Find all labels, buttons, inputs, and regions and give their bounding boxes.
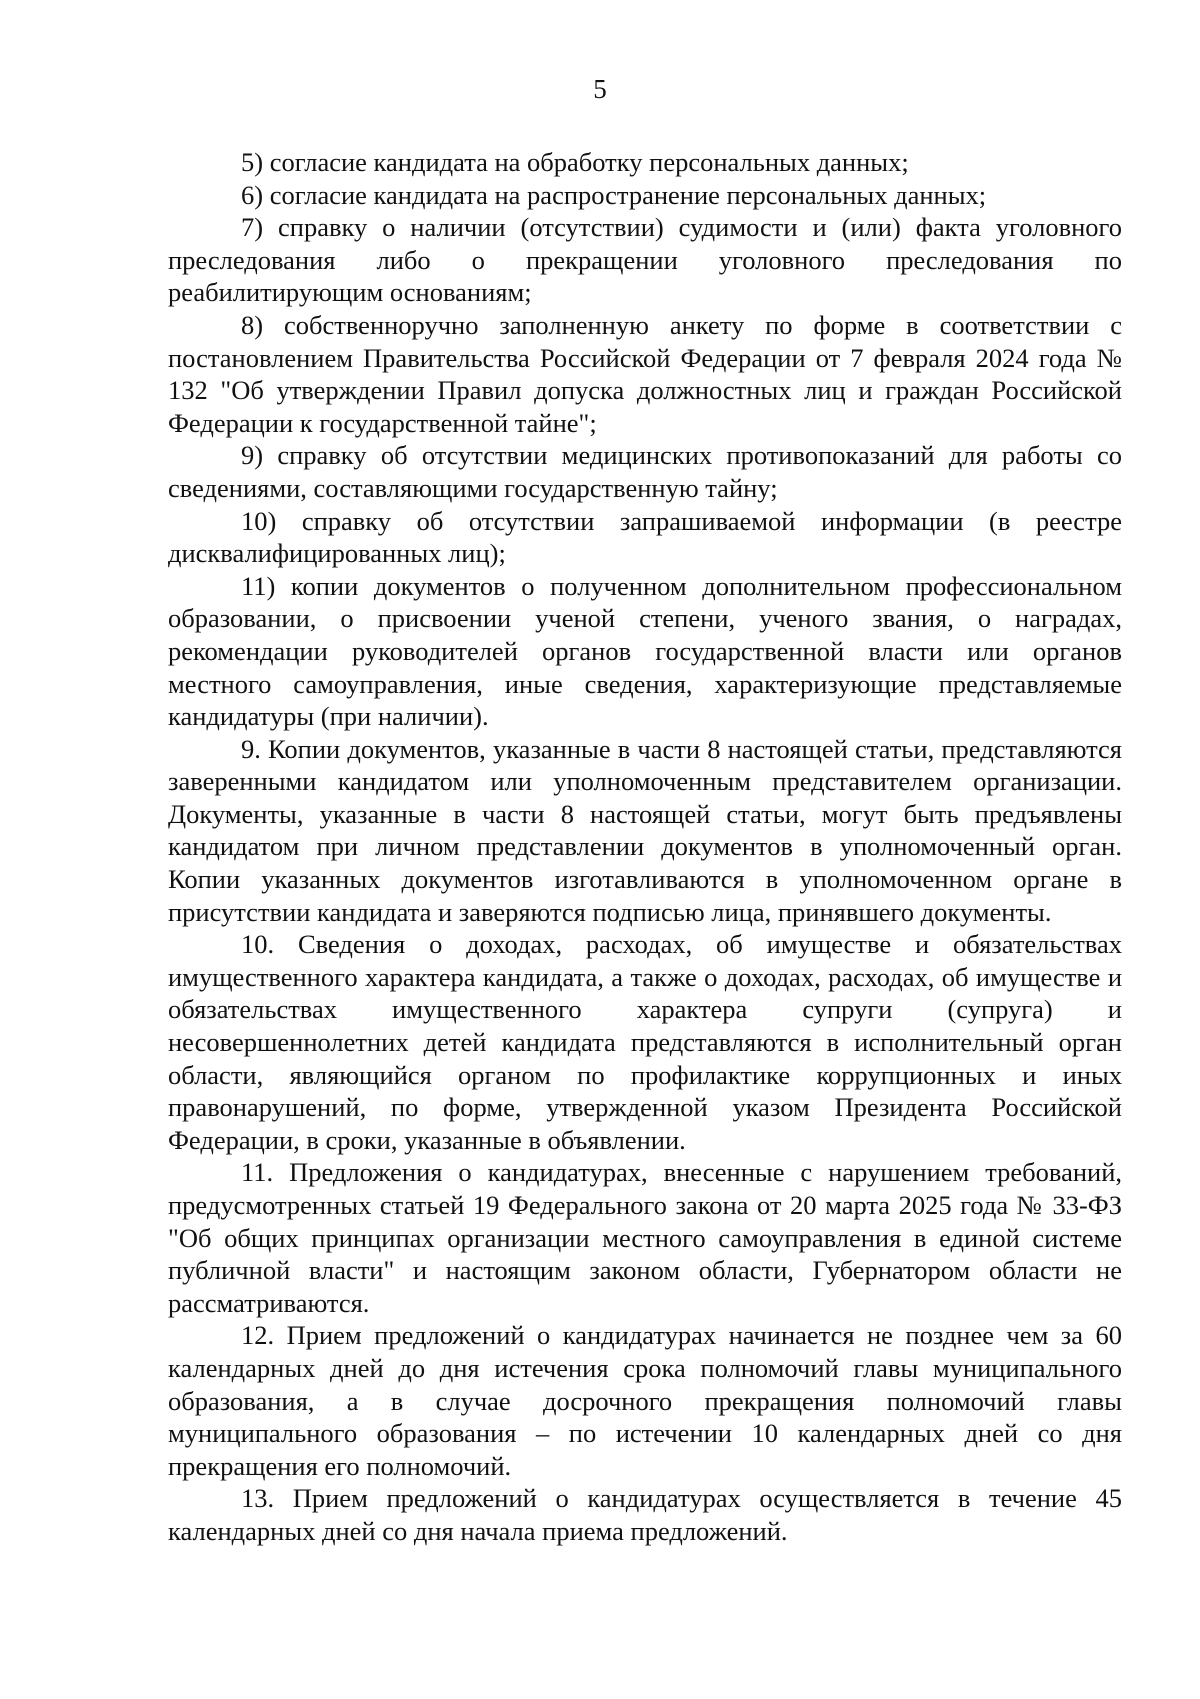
- paragraph-item-10: 10) справку об отсутствии запрашиваемой информации (в реестре дисквалифицированных лиц);: [168, 505, 1122, 569]
- paragraph-item-7: 7) справку о наличии (отсутствии) судимости и (или) факта уголовного преследования либо о прекращении уголовного преследования по реабилитирующим основаниям;: [168, 212, 1122, 308]
- paragraph-item-6: 6) согласие кандидата на распространение персональных данных;: [241, 179, 987, 210]
- paragraph-part-11: 11. Предложения о кандидатурах, внесенные с нарушением требований, предусмотренных статьей 19 Федерального закона от 20 марта 2025 года № 33-ФЗ "Об общих принципах организации местного самоуправления в единой системе публичной власти" и настоящим законом области, Губернатором области не рассматриваются.: [168, 1157, 1122, 1318]
- document-body: [168, 146, 1122, 1548]
- paragraph-part-10: 10. Сведения о доходах, расходах, об имуществе и обязательствах имущественного характера кандидата, а также о доходах, расходах, об имуществе и обязательствах имущественного характера супруги (супруга) и несовершеннолетних детей кандидата представляются в исполнительный орган области, являющийся органом по профилактике коррупционных и иных правонарушений, по форме, утвержденной указом Президента Российской Федерации, в сроки, указанные в объявлении.: [168, 929, 1122, 1155]
- paragraph-part-13: 13. Прием предложений о кандидатурах осуществляется в течение 45 календарных дней со дня начала приема предложений.: [168, 1483, 1122, 1546]
- paragraph-part-12: 12. Прием предложений о кандидатурах начинается не позднее чем за 60 календарных дней до дня истечения срока полномочий главы муниципального образования, а в случае досрочного прекращения полномочий главы муниципального образования – по истечении 10 календарных дней со дня прекращения его полномочий.: [168, 1320, 1122, 1481]
- paragraph-item-8: 8) собственноручно заполненную анкету по форме в соответствии с постановлением Правительства Российской Федерации от 7 февраля 2024 года № 132 "Об утверждении Правил допуска должностных лиц и граждан Российской Федерации к государственной тайне";: [168, 309, 1122, 438]
- page-number: 5: [593, 74, 607, 104]
- paragraph-item-5: 5) согласие кандидата на обработку персональных данных;: [241, 147, 909, 177]
- paragraph-item-11: 11) копии документов о полученном дополнительном профессиональном образовании, о присвоении ученой степени, ученого звания, о наградах, рекомендации руководителей органов государственной власти или органов местного самоуправления, иные сведения, характеризующие представляемые кандидатуры (при наличии).: [168, 570, 1122, 732]
- paragraph-part-9: 9. Копии документов, указанные в части 8 настоящей статьи, представляются заверенными кандидатом или уполномоченным представителем организации. Документы, указанные в части 8 настоящей статьи, могут быть предъявлены кандидатом при личном представлении документов в уполномоченный орган. Копии указанных документов изготавливаются в уполномоченном органе в присутствии кандидата и заверяются подписью лица, принявшего документы.: [168, 733, 1122, 927]
- paragraph-item-9: 9) справку об отсутствии медицинских противопоказаний для работы со сведениями, составляющими государственную тайну;: [168, 440, 1122, 503]
